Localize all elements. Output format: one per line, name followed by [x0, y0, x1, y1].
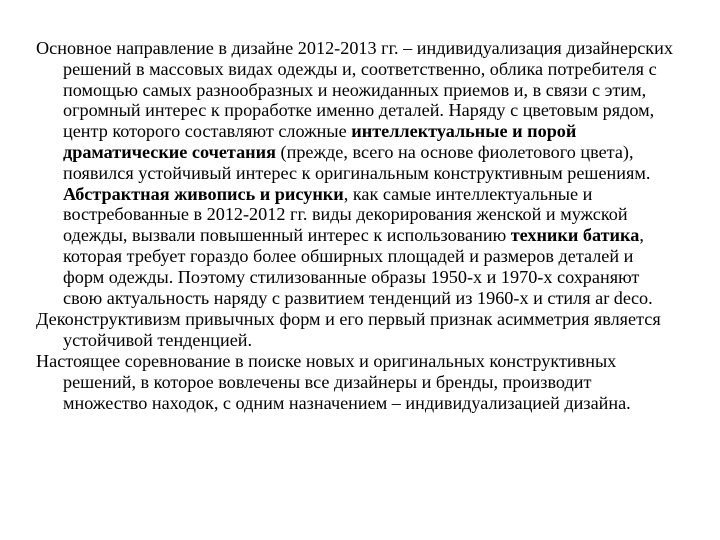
text-run: , как самые интеллектуальные и востребованные в 2012-2012 гг. виды декорирования женской и мужской одежды, вызвали повышенный интерес к использованию — [63, 183, 628, 246]
bold-phrase-intellectual-combinations: интеллектуальные и порой драматические сочетания — [63, 121, 577, 162]
paragraph-competition — [36, 351, 676, 413]
bold-phrase-batik-technique: техники батика — [510, 225, 640, 246]
text-run: Деконструктивизм привычных форм и его первый признак асимметрия является устойчивой тенденцией. — [36, 308, 661, 350]
text-run: , которая требует гораздо более обширных площадей и размеров деталей и форм одежды. Поэтому стилизованные образы 1950-х и 1970-х сохраняют свою актуальность наряду с развитием тенденций из 1960-х и стиля ar deco. — [63, 225, 653, 308]
text-body — [36, 38, 676, 413]
paragraph-deconstructivism — [36, 309, 676, 351]
paragraph-main-direction — [36, 38, 676, 308]
bold-phrase-abstract-painting: Абстрактная живопись и рисунки — [63, 183, 344, 204]
text-run: Основное направление в дизайне 2012-2013 гг. – индивидуализация дизайнерских решений в массовых видах одежды и, соответственно, облика потребителя с помощью самых разнообразных и неожиданных приемов и, в связи с этим, огромный интерес к проработке именно деталей. Наряду с цветовым рядом, центр которого составляют сложные — [36, 38, 673, 142]
text-run: (прежде, всего на основе фиолетового цвета), появился устойчивый интерес к оригинальным конструктивным решениям. — [63, 141, 651, 183]
text-run: Настоящее соревнование в поиске новых и оригинальных конструктивных решений, в которое вовлечены все дизайнеры и бренды, производит множество находок, с одним назначением – индивидуализацией дизайна. — [36, 350, 631, 413]
